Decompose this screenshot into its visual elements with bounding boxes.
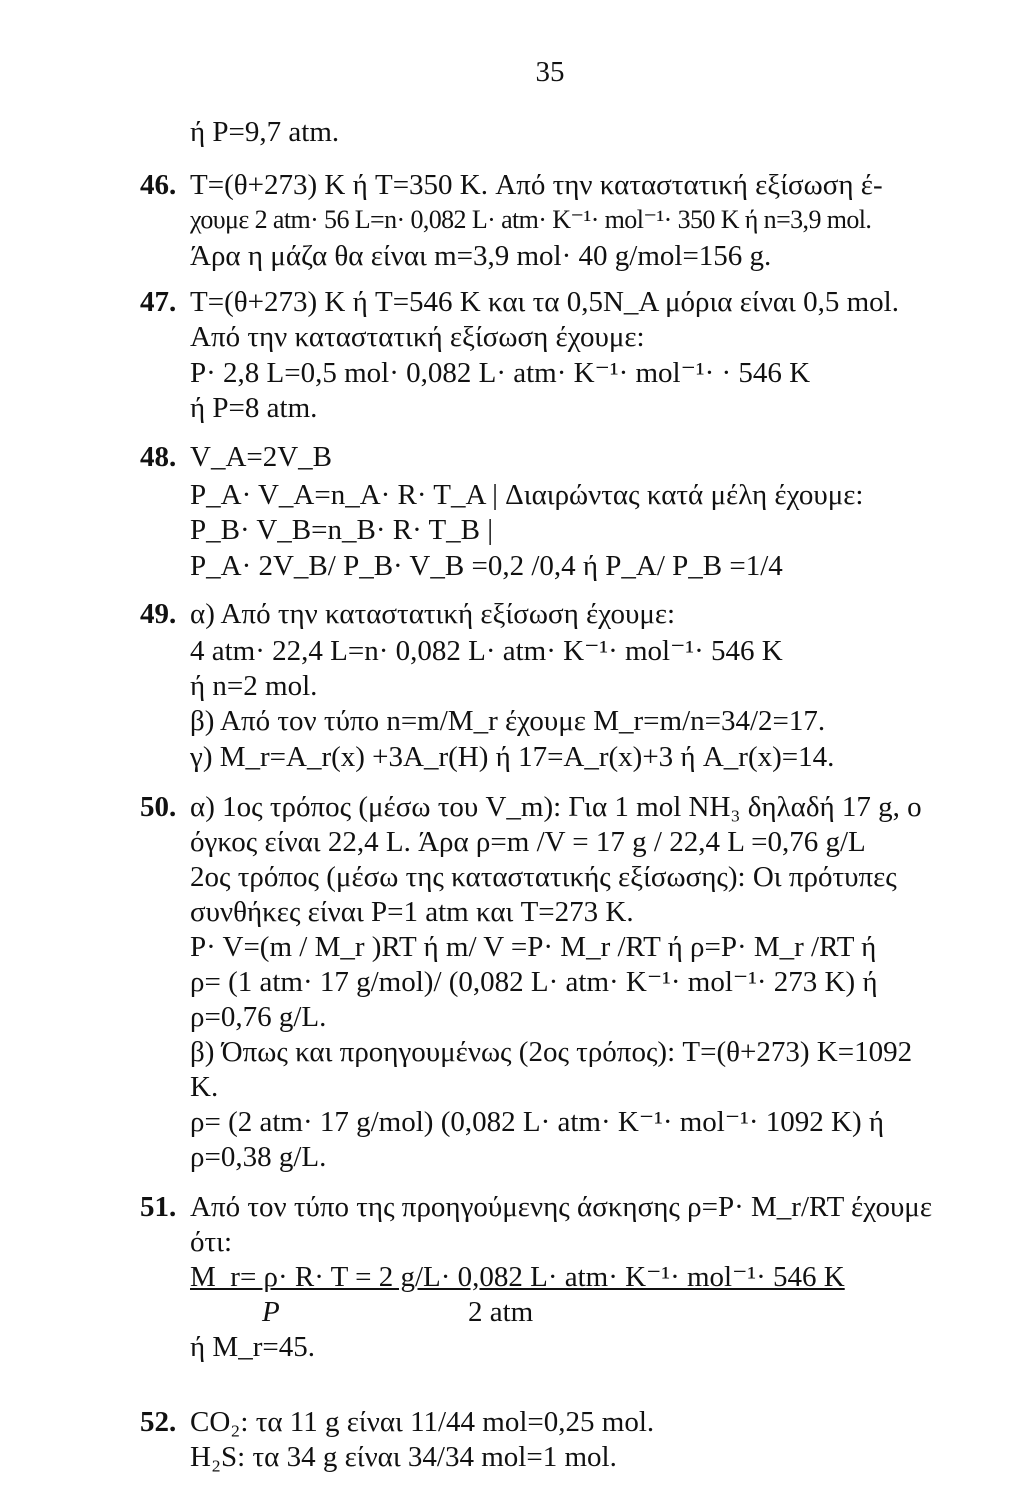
text-line: ρ=0,76 g/L. (190, 1001, 327, 1033)
text-line: ή P=8 atm. (190, 392, 318, 424)
text-line: K. (190, 1071, 219, 1103)
text-line: CO₂: τα 11 g είναι 11/44 mol=0,25 mol. (190, 1406, 655, 1438)
exercise-number: 52. (140, 1406, 177, 1438)
text-line: P_A· 2V_B/ P_B· V_B =0,2 /0,4 ή P_A/ P_B =1/4 (190, 550, 783, 582)
exercise-number: 48. (140, 441, 177, 473)
exercise-number: 50. (140, 791, 177, 823)
exercise-number: 49. (140, 598, 177, 630)
text-line: ότι: (190, 1226, 233, 1258)
text-line: β) Από τον τύπο n=m/M_r έχουμε M_r=m/n=34/2=17. (190, 705, 826, 737)
text-line: ρ= (1 atm· 17 g/mol)/ (0,082 L· atm· K⁻¹· mol⁻¹· 273 K) ή (190, 966, 878, 998)
text-line: Άρα η μάζα θα είναι m=3,9 mol· 40 g/mol=156 g. (190, 240, 772, 272)
text-line: ή P=9,7 atm. (190, 116, 340, 148)
text-line: Από την καταστατική εξίσωση έχουμε: (190, 321, 645, 353)
text-line: P_A· V_A=n_A· R· T_A | Διαιρώντας κατά μέλη έχουμε: (190, 479, 864, 511)
text-line: ή M_r=45. (190, 1331, 315, 1363)
text-line: α) Από την καταστατική εξίσωση έχουμε: (190, 598, 676, 630)
exercise-number: 47. (140, 286, 177, 318)
text-line: α) 1ος τρόπος (μέσω του V_m): Για 1 mol NH₃ δηλαδή 17 g, ο (190, 791, 922, 823)
text-line: P· V=(m / M_r )RT ή m/ V =P· M_r /RT ή ρ=P· M_r /RT ή (190, 931, 877, 963)
text-line: V_A=2V_B (190, 441, 333, 473)
text-line: 2ος τρόπος (μέσω της καταστατικής εξίσωσης): Οι πρότυπες (190, 861, 897, 893)
text-line: γ) M_r=A_r(x) +3A_r(H) ή 17=A_r(x)+3 ή A_r(x)=14. (190, 741, 835, 773)
text-line: T=(θ+273) K ή T=350 K. Από την καταστατική εξίσωση έ- (190, 169, 883, 201)
text-line: όγκος είναι 22,4 L. Άρα ρ=m /V = 17 g / 22,4 L =0,76 g/L (190, 826, 866, 858)
text-line: P· 2,8 L=0,5 mol· 0,082 L· atm· K⁻¹· mol⁻¹· · 546 K (190, 357, 811, 389)
text-line: ρ=0,38 g/L. (190, 1141, 327, 1173)
exercise-number: 51. (140, 1191, 177, 1223)
text-line: χουμε 2 atm· 56 L=n· 0,082 L· atm· K⁻¹· mol⁻¹· 350 K ή n=3,9 mol. (190, 205, 872, 234)
fraction-numerator: M_r= ρ· R· T = 2 g/L· 0,082 L· atm· K⁻¹· mol⁻¹· 546 K (190, 1261, 845, 1293)
text-line: T=(θ+273) K ή T=546 K και τα 0,5N_A μόρια είναι 0,5 mol. (190, 286, 899, 318)
text-line: 4 atm· 22,4 L=n· 0,082 L· atm· K⁻¹· mol⁻¹· 546 K (190, 635, 783, 667)
exercise-number: 46. (140, 169, 177, 201)
text-line: P_B· V_B=n_B· R· T_B | (190, 514, 494, 546)
text-line: Από τον τύπο της προηγούμενης άσκησης ρ=P· M_r/RT έχουμε (190, 1191, 933, 1223)
text-line: ή n=2 mol. (190, 670, 318, 702)
text-line: συνθήκες είναι P=1 atm και T=273 K. (190, 896, 634, 928)
fraction-denominator: P (262, 1296, 280, 1328)
page-number: 35 (535, 56, 565, 88)
fraction-denominator: 2 atm (468, 1296, 534, 1328)
text-line: ρ= (2 atm· 17 g/mol) (0,082 L· atm· K⁻¹· mol⁻¹· 1092 K) ή (190, 1106, 885, 1138)
text-line: H₂S: τα 34 g είναι 34/34 mol=1 mol. (190, 1441, 617, 1473)
text-line: β) Όπως και προηγουμένως (2ος τρόπος): T=(θ+273) K=1092 (190, 1036, 913, 1068)
